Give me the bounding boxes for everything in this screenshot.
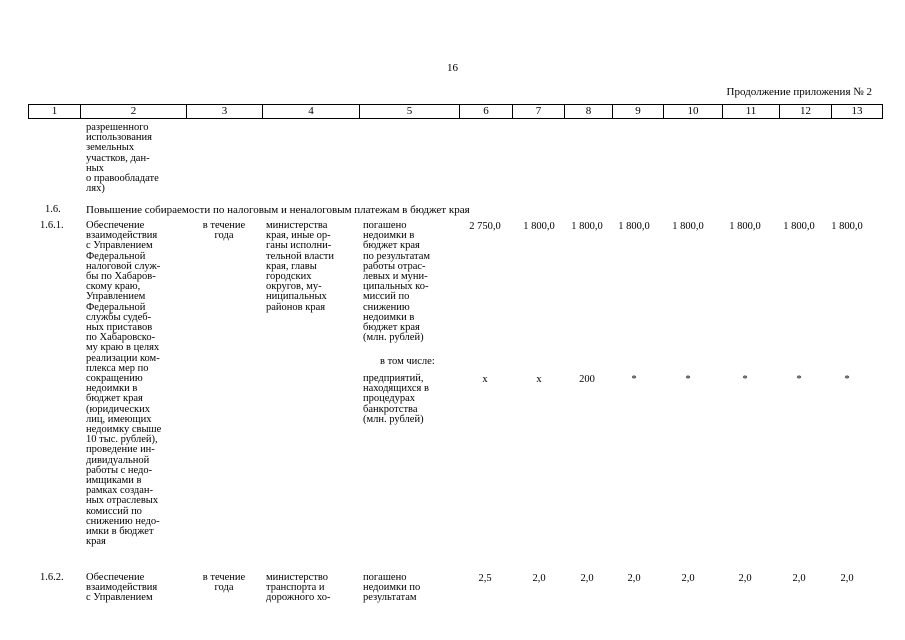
col-header-5: 5 [360, 105, 460, 119]
row-2-value-col10: 2,0 [681, 573, 695, 584]
row-1-sub-value-col7: х [536, 374, 542, 385]
row-1-value-col12: 1 800,0 [783, 221, 815, 232]
row-1-indicator: погашено недоимки в бюджет края по результатам работы отрас- левых и муни- ципальных ко- миссий по снижению недоимки в бюджет края (млн. рублей) [363, 220, 431, 344]
row-2-value-col8: 2,0 [580, 573, 594, 584]
row-2-value-col13: 2,0 [840, 573, 854, 584]
row-2-value-col9: 2,0 [627, 573, 641, 584]
col-header-7: 7 [513, 105, 565, 119]
row-1-value-col11: 1 800,0 [729, 221, 761, 232]
col-header-1: 1 [29, 105, 81, 119]
col-header-2: 2 [81, 105, 187, 119]
column-header-row [28, 104, 883, 119]
row-2-indicator: погашено недоимки по результатам [363, 572, 421, 604]
col-header-8: 8 [565, 105, 613, 119]
row-2-value-col6: 2,5 [478, 573, 492, 584]
row-2-value-col7: 2,0 [532, 573, 546, 584]
row-1-activity: Обеспечение взаимодействия с Управлением Федеральной налоговой служ- бы по Хабаров- скому краю, Управлением Федеральной службы судеб- ных приставов по Хабаровско- му краю в целях реализации ком- плекса мер по сокращению недоимки в бюджет края (юридических лиц, имеющих недоимку свыше 10 тыс. рублей), проведение ин- дивидуальной работы с недо- имщиками в рамках создан- ных отраслевых комиссий по снижению недо- имки в бюджет края [86, 220, 162, 548]
col-header-4: 4 [263, 105, 360, 119]
row-1-sub-value-col12: * [796, 374, 802, 385]
row-2-code: 1.6.2. [40, 572, 64, 583]
row-2-value-col11: 2,0 [738, 573, 752, 584]
row-1-value-col13: 1 800,0 [831, 221, 863, 232]
col-header-10: 10 [664, 105, 723, 119]
row-1-sub-value-col13: * [844, 374, 850, 385]
row-1-value-col7: 1 800,0 [523, 221, 555, 232]
row-1-sub-value-col10: * [685, 374, 691, 385]
previous-row-tail: разрешенного использования земельных участков, дан- ных о правообладате лях) [86, 122, 159, 195]
row-1-value-col6: 2 750,0 [469, 221, 501, 232]
col-header-3: 3 [187, 105, 263, 119]
row-1-sub-value-col8: 200 [579, 374, 595, 385]
col-header-9: 9 [613, 105, 664, 119]
row-1-code: 1.6.1. [40, 220, 64, 231]
row-1-term: в течение года [202, 220, 246, 242]
section-code: 1.6. [45, 204, 61, 215]
section-title: Повышение собираемости по налоговым и неналоговым платежам в бюджет края [86, 204, 470, 216]
row-1-value-col8: 1 800,0 [571, 221, 603, 232]
row-1-sub-value-col6: х [482, 374, 488, 385]
row-1-sub-value-col11: * [742, 374, 748, 385]
row-2-activity: Обеспечение взаимодействия с Управлением [86, 572, 158, 604]
col-header-13: 13 [832, 105, 883, 119]
row-1-including-label: в том числе: [380, 356, 435, 367]
row-2-executor: министерство транспорта и дорожного хо- [266, 572, 331, 604]
row-1-value-col10: 1 800,0 [672, 221, 704, 232]
row-2-value-col12: 2,0 [792, 573, 806, 584]
row-1-executor: министерства края, иные ор- ганы исполни- тельной власти края, главы городских округов, му- ниципальных районов края [266, 220, 334, 313]
row-1-sub-value-col9: * [631, 374, 637, 385]
continuation-label: Продолжение приложения № 2 [726, 86, 872, 98]
col-header-12: 12 [780, 105, 832, 119]
col-header-11: 11 [723, 105, 780, 119]
row-2-term: в течение года [202, 572, 246, 594]
col-header-6: 6 [460, 105, 513, 119]
row-1-value-col9: 1 800,0 [618, 221, 650, 232]
page-number: 16 [447, 62, 458, 74]
row-1-sub-indicator: предприятий, находящихся в процедурах банкротства (млн. рублей) [363, 373, 429, 425]
